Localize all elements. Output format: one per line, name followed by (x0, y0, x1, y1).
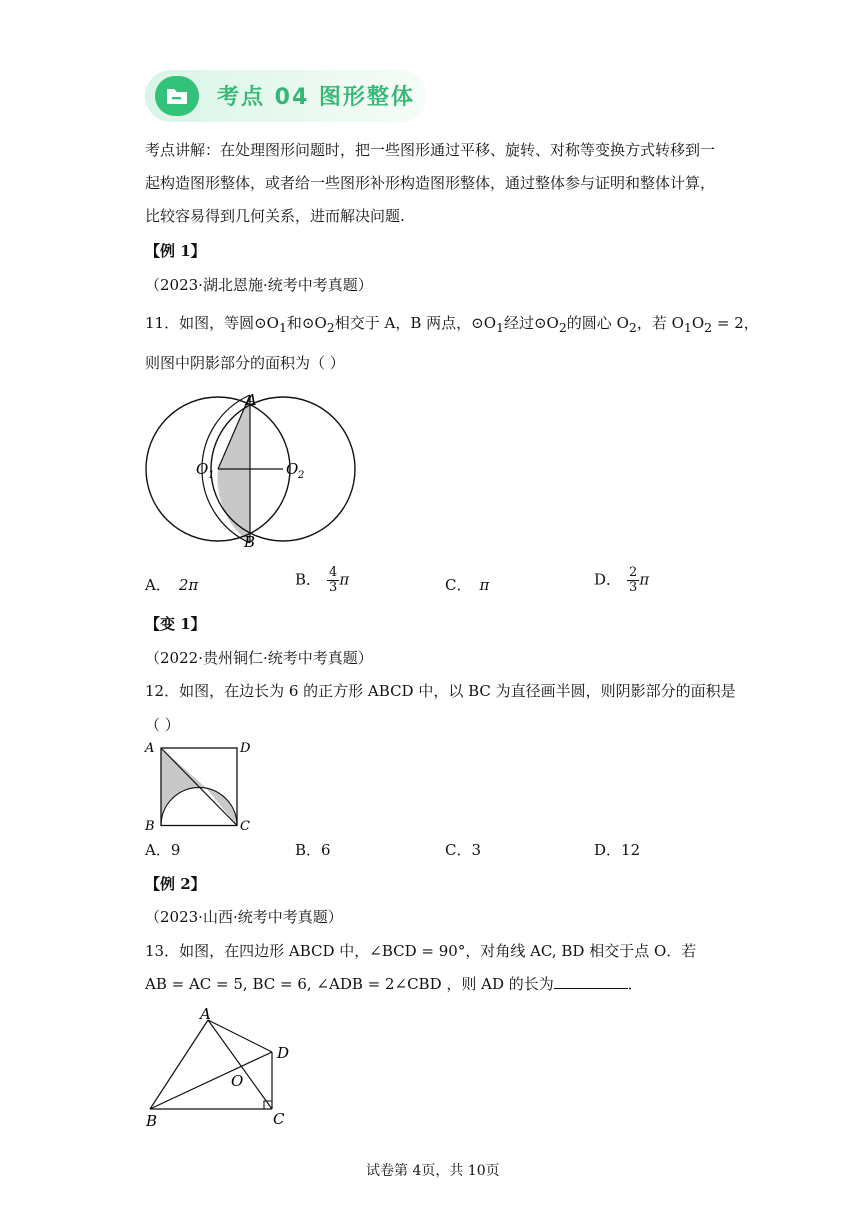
section-banner (145, 70, 427, 122)
question-13-line-2: AB = AC = 5, BC = 6, ∠ADB = 2∠CBD ，则 AD 的长为 ． (145, 975, 643, 993)
question-11-line-2: 则图中阴影部分的面积为（ ） (145, 354, 345, 372)
q11-option-a[interactable]: A． 2π (145, 576, 199, 594)
label-d: D (240, 741, 251, 756)
label-c: C (273, 1110, 285, 1128)
example-1-source: （2023·湖北恩施·统考中考真题） (145, 276, 373, 294)
label-a: A (246, 391, 257, 409)
example-2-tag: 【例 2】 (145, 875, 206, 893)
q11-option-b[interactable]: B． $\frac{4}{3}$ π (295, 565, 350, 595)
label-a: A (200, 1005, 211, 1023)
label-a: A (145, 741, 155, 756)
folder-icon (155, 76, 199, 116)
answer-blank[interactable] (554, 974, 628, 989)
q12-option-b[interactable]: B．6 (295, 841, 331, 859)
question-11-line-1: 11．如图，等圆$⊙O_1$和$⊙O_2$相交于 A，B 两点，$⊙O_1$经过$⊙O_2$的圆心 $O_2$，若 $O_1O_2 = 2$， (145, 314, 759, 335)
q12-option-a[interactable]: A．9 (145, 841, 181, 859)
intro-line-2: 起构造图形整体，或者给一些图形补形构造图形整体，通过整体参与证明和整体计算， (145, 174, 716, 192)
q11-option-d[interactable]: D． $\frac{2}{3}$ π (594, 565, 650, 595)
label-o1-sub: 1 (208, 470, 215, 481)
question-12-line-2: （ ） (145, 716, 180, 734)
section-title: 考点 04 图形整体 (217, 85, 415, 110)
question-13-line-1: 13．如图，在四边形 ABCD 中，∠BCD = 90°，对角线 AC, BD 相交于点 O．若 (145, 942, 697, 960)
question-12-line-1: 12．如图，在边长为 6 的正方形 ABCD 中，以 BC 为直径画半圆，则阴影部分的面积是 (145, 682, 736, 700)
label-b: B (146, 1112, 158, 1130)
label-o2: O (286, 460, 299, 478)
label-b: B (244, 533, 256, 551)
label-o: O (231, 1072, 244, 1090)
q12-option-c[interactable]: C．3 (445, 841, 482, 859)
figure-quadrilateral (140, 1002, 300, 1130)
figure-two-circles (140, 385, 362, 555)
q11-option-c[interactable]: C． π (445, 576, 490, 594)
example-2-source: （2023·山西·统考中考真题） (145, 908, 343, 926)
label-o1: O (196, 460, 209, 478)
label-c: C (240, 819, 250, 834)
intro-line-3: 比较容易得到几何关系，进而解决问题. (145, 207, 405, 225)
label-d: D (277, 1044, 290, 1062)
label-b: B (145, 819, 155, 834)
label-o2-sub: 2 (298, 470, 305, 481)
variant-1-source: （2022·贵州铜仁·统考中考真题） (145, 649, 373, 667)
q12-option-d[interactable]: D．12 (594, 841, 641, 859)
variant-1-tag: 【变 1】 (145, 615, 206, 633)
example-1-tag: 【例 1】 (145, 242, 206, 260)
page-footer: 试卷第 4页，共 10页 (366, 1163, 500, 1179)
figure-square-semicircle (140, 738, 265, 834)
segment-ad (208, 1020, 272, 1052)
intro-line-1: 考点讲解：在处理图形问题时，把一些图形通过平移、旋转、对称等变换方式转移到一 (145, 141, 716, 159)
diagonal-ac (208, 1020, 272, 1109)
